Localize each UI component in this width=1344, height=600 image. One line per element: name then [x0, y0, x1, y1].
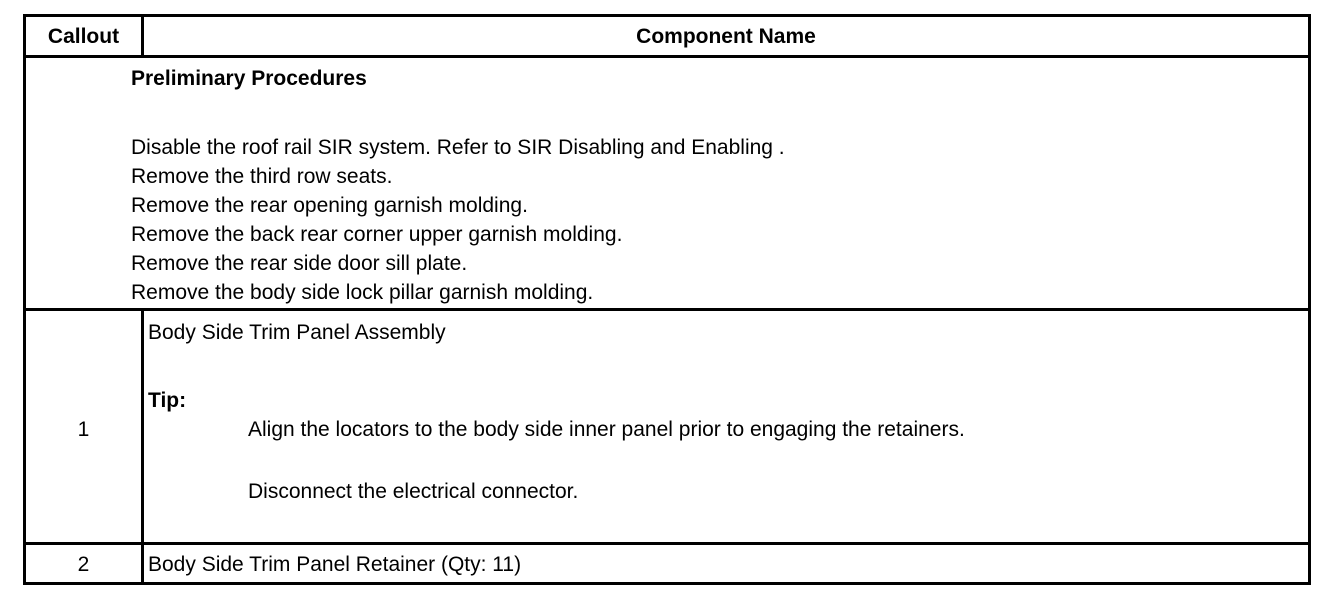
row1-tip-label: Tip:	[148, 389, 187, 412]
preliminary-heading: Preliminary Procedures	[131, 67, 367, 90]
preliminary-divider	[26, 308, 1308, 311]
row1-divider	[26, 542, 1308, 545]
preliminary-step: Remove the back rear corner upper garnish molding.	[131, 223, 623, 246]
row1-column-divider	[141, 311, 144, 542]
preliminary-step: Remove the body side lock pillar garnish molding.	[131, 281, 594, 304]
header-component-name: Component Name	[636, 25, 816, 48]
preliminary-step: Disable the roof rail SIR system. Refer to SIR Disabling and Enabling .	[131, 136, 785, 159]
row2-component-name: Body Side Trim Panel Retainer (Qty: 11)	[148, 553, 522, 576]
row1-tip: Disconnect the electrical connector.	[248, 480, 579, 503]
row1-callout: 1	[77, 418, 90, 441]
preliminary-step: Remove the rear opening garnish molding.	[131, 194, 528, 217]
row2-column-divider	[141, 545, 144, 582]
row2-callout: 2	[77, 553, 90, 576]
row1-tip: Align the locators to the body side inner panel prior to engaging the retainers.	[248, 418, 965, 441]
procedure-table	[23, 14, 1311, 585]
header-callout: Callout	[47, 25, 120, 48]
row1-component-name: Body Side Trim Panel Assembly	[148, 321, 446, 344]
preliminary-step: Remove the third row seats.	[131, 165, 393, 188]
preliminary-step: Remove the rear side door sill plate.	[131, 252, 468, 275]
header-divider	[26, 55, 1308, 58]
